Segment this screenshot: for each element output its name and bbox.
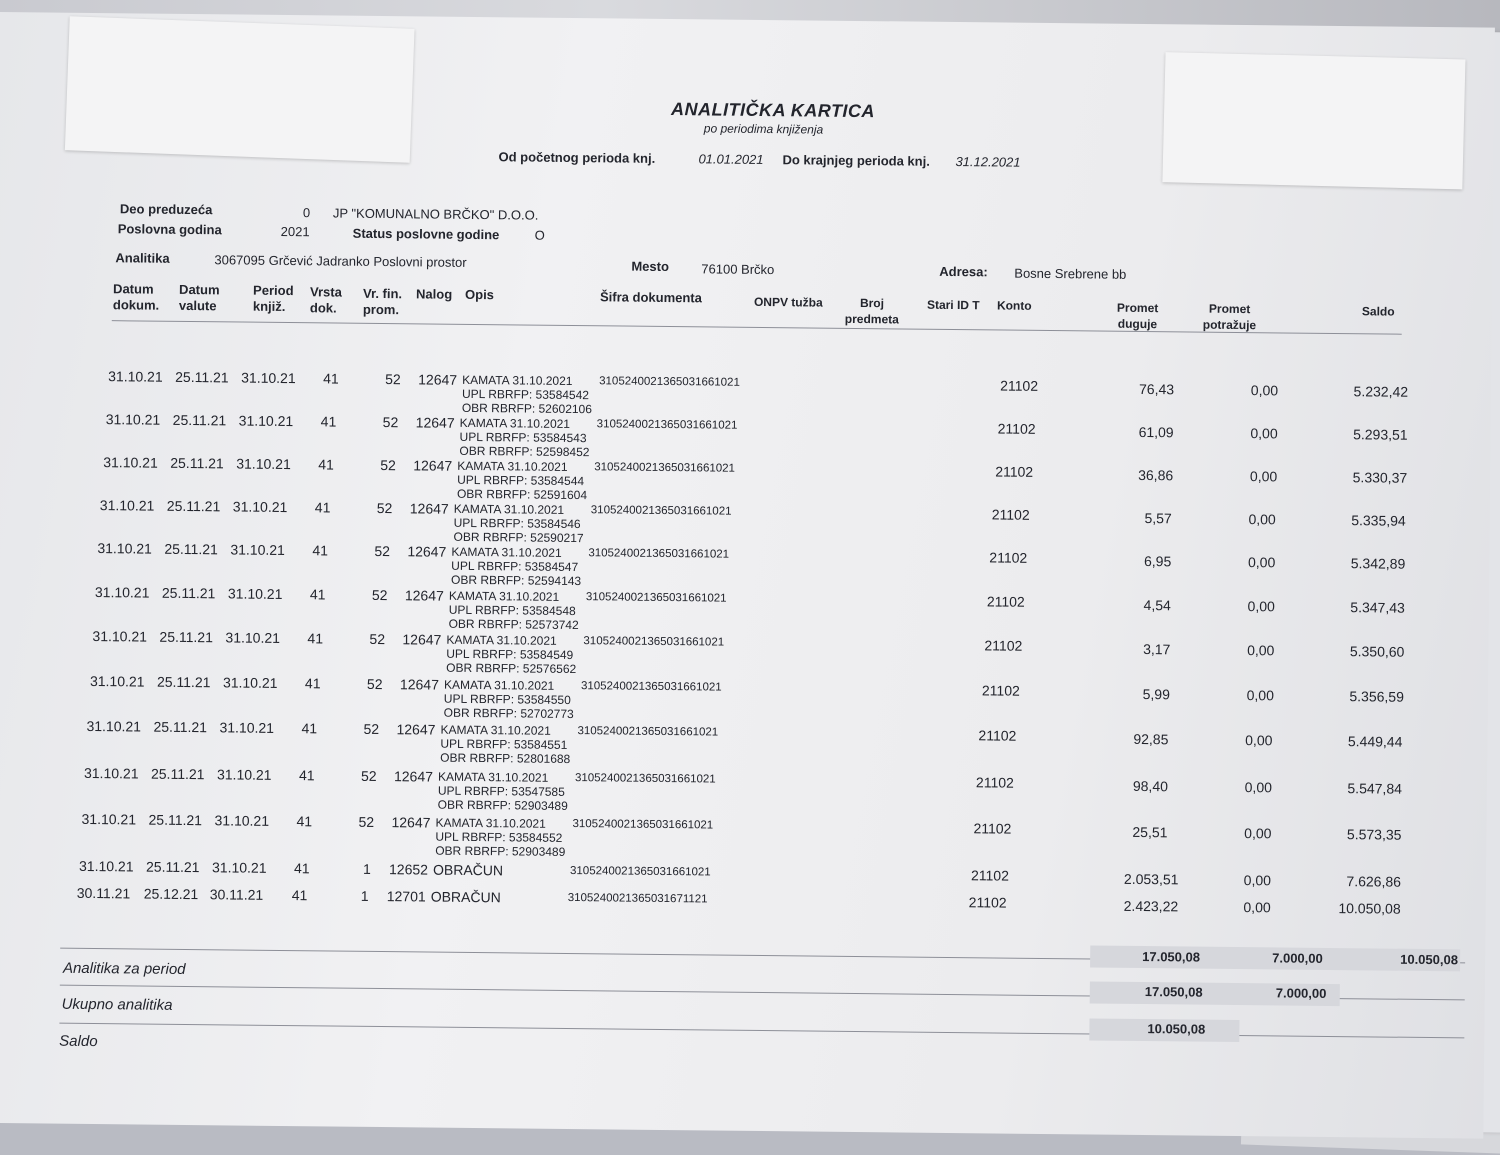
row-konto: 21102 (986, 593, 1025, 610)
row-period: 31.10.21 (238, 412, 294, 430)
row-konto: 21102 (975, 774, 1014, 791)
to-period-date: 31.12.2021 (955, 154, 1021, 170)
col-datum-dokum: Datum dokum. (112, 281, 160, 313)
row-vr-fin: 52 (363, 720, 380, 738)
row-opis-line: OBR RBRFP: 52576562 (446, 660, 577, 677)
row-saldo: 5.347,43 (1350, 599, 1405, 616)
row-konto: 21102 (973, 820, 1012, 837)
row-promet-potrazuje: 0,00 (1246, 687, 1274, 704)
row-nalog: 12647 (418, 371, 458, 388)
row-valuta: 25.12.21 (143, 885, 199, 903)
row-sifra: 3105240021365031661021 (583, 635, 725, 649)
row-vrsta: 41 (312, 542, 329, 559)
row-sifra: 3105240021365031661021 (594, 461, 736, 475)
row-sifra: 3105240021365031661021 (596, 418, 738, 432)
row-datum: 31.10.21 (103, 454, 158, 471)
row-nalog: 12647 (399, 676, 440, 693)
row-valuta: 25.11.21 (159, 628, 214, 646)
status-value: O (534, 227, 545, 243)
row-valuta: 25.11.21 (145, 858, 200, 876)
row-promet-potrazuje: 0,00 (1244, 779, 1273, 796)
ukupno-label: Ukupno analitika (61, 995, 173, 1014)
row-konto: 21102 (991, 506, 1030, 523)
row-valuta: 25.11.21 (164, 540, 218, 558)
company-name: JP "KOMUNALNO BRČKO" D.O.O. (332, 205, 539, 223)
row-opis-line: OBR RBRFP: 52702773 (443, 705, 574, 722)
row-saldo: 7.626,86 (1346, 873, 1402, 890)
row-period: 31.10.21 (219, 719, 275, 736)
row-promet-potrazuje: 0,00 (1247, 554, 1276, 571)
row-opis-line: UPL RBRFP: 53584542 (461, 386, 590, 403)
row-sifra: 3105240021365031661021 (577, 725, 719, 739)
row-promet-potrazuje: 0,00 (1243, 899, 1271, 916)
row-valuta: 25.11.21 (161, 584, 216, 602)
row-vrsta: 41 (296, 813, 313, 830)
row-opis-line: UPL RBRFP: 53584547 (451, 558, 579, 575)
row-vr-fin: 1 (362, 860, 371, 877)
row-opis-line: OBR RBRFP: 52598452 (459, 443, 590, 460)
col-stari-id: Stari ID T (926, 297, 980, 313)
col-onpv: ONPV tužba (753, 294, 823, 310)
row-opis (435, 816, 566, 859)
row-vrsta: 41 (301, 720, 318, 737)
row-promet-duguje: 4,54 (1143, 597, 1171, 614)
row-promet-duguje: 76,43 (1138, 380, 1175, 398)
row-opis (449, 589, 580, 632)
adresa-label: Adresa: (939, 263, 988, 280)
row-promet-potrazuje: 0,00 (1247, 642, 1275, 659)
row-vr-fin: 52 (371, 586, 388, 604)
analitika-value: 3067095 Grčević Jadranko Poslovni prostor (214, 252, 467, 270)
row-opis (438, 770, 569, 813)
period-total-label: Analitika za period (62, 959, 186, 978)
row-sifra: 3105240021365031661021 (590, 504, 732, 518)
row-nalog: 12647 (393, 768, 434, 785)
row-promet-duguje: 98,40 (1132, 777, 1169, 795)
row-nalog: 12647 (413, 457, 453, 474)
row-datum: 31.10.21 (92, 628, 148, 645)
row-valuta: 25.11.21 (172, 411, 227, 429)
row-vr-fin: 52 (382, 414, 399, 431)
row-promet-duguje: 92,85 (1133, 730, 1169, 748)
row-opis-line: KAMATA 31.10.2021 (443, 677, 555, 693)
row-opis-line: OBR RBRFP: 52573742 (448, 616, 579, 633)
row-opis (453, 502, 584, 545)
col-vrsta: Vrsta dok. (309, 284, 342, 316)
deo-value: 0 (302, 205, 311, 221)
period-saldo: 10.050,08 (1400, 951, 1459, 968)
row-period: 31.10.21 (211, 859, 267, 876)
row-valuta: 25.11.21 (166, 497, 221, 515)
row-opis-line: OBRAČUN (432, 861, 504, 879)
col-nalog: Nalog (415, 286, 453, 302)
row-period: 31.10.21 (232, 498, 288, 516)
row-opis-line: KAMATA 31.10.2021 (459, 415, 571, 431)
row-opis-line: KAMATA 31.10.2021 (451, 544, 562, 560)
row-sifra: 3105240021365031661021 (585, 591, 727, 605)
row-opis-line: OBR RBRFP: 52903489 (435, 843, 566, 859)
row-vr-fin: 52 (376, 499, 393, 517)
row-sifra: 3105240021365031661021 (572, 818, 714, 832)
row-datum: 30.11.21 (76, 884, 131, 902)
row-datum: 31.10.21 (108, 368, 163, 385)
row-saldo: 5.335,94 (1351, 512, 1406, 529)
document-page (0, 12, 1495, 1139)
row-promet-potrazuje: 0,00 (1248, 511, 1276, 528)
row-konto: 21102 (968, 894, 1007, 911)
row-opis-line: KAMATA 31.10.2021 (453, 501, 565, 517)
row-konto: 21102 (989, 549, 1028, 566)
row-valuta: 25.11.21 (156, 673, 211, 691)
row-saldo: 10.050,08 (1338, 900, 1401, 917)
saldo-value: 10.050,08 (1147, 1021, 1206, 1037)
row-opis (446, 633, 577, 676)
status-label: Status poslovne godine (352, 225, 500, 243)
row-opis-line: OBR RBRFP: 52591604 (456, 486, 588, 503)
row-datum: 31.10.21 (83, 764, 139, 782)
report-title: ANALITIČKA KARTICA (670, 99, 876, 122)
row-vr-fin: 52 (374, 542, 391, 560)
row-promet-potrazuje: 0,00 (1244, 825, 1272, 842)
ukupno-duguje: 17.050,08 (1144, 984, 1203, 1000)
row-opis-line: KAMATA 31.10.2021 (446, 632, 557, 648)
row-promet-potrazuje: 0,00 (1250, 425, 1278, 442)
row-vrsta: 41 (293, 860, 310, 877)
godina-value: 2021 (280, 223, 310, 240)
row-opis (440, 723, 571, 766)
row-opis-line: OBR RBRFP: 52602106 (461, 400, 593, 417)
row-vr-fin: 52 (358, 813, 375, 830)
row-sifra: 3105240021365031671121 (567, 891, 708, 906)
row-opis (451, 545, 582, 588)
row-vrsta: 41 (314, 499, 331, 516)
row-vr-fin: 52 (366, 675, 383, 693)
col-promet-potrazuje: Promet potražuje (1202, 301, 1257, 333)
row-sifra: 3105240021365031661021 (599, 375, 740, 389)
row-period: 31.10.21 (236, 455, 291, 473)
col-broj-predmeta: Broj predmeta (844, 296, 899, 327)
row-period: 31.10.21 (227, 585, 283, 602)
row-vrsta: 41 (318, 456, 334, 473)
row-period: 31.10.21 (230, 541, 285, 559)
row-promet-duguje: 5,99 (1142, 686, 1171, 703)
row-datum: 31.10.21 (99, 497, 155, 514)
row-period: 31.10.21 (241, 369, 296, 387)
row-saldo: 5.573,35 (1346, 826, 1402, 843)
row-opis-line: UPL RBRFP: 53584543 (459, 429, 587, 446)
row-vrsta: 41 (309, 586, 326, 603)
row-saldo: 5.350,60 (1349, 643, 1405, 660)
row-konto: 21102 (1000, 377, 1039, 394)
adresa-value: Bosne Srebrene bb (1014, 265, 1127, 282)
from-period-label: Od početnog perioda knj. (498, 149, 656, 166)
row-vr-fin: 1 (360, 887, 369, 904)
row-promet-duguje: 6,95 (1143, 553, 1172, 570)
row-opis (462, 373, 593, 416)
row-opis (431, 890, 501, 905)
row-opis-line: UPL RBRFP: 53584549 (446, 646, 574, 663)
row-opis-line: OBRAČUN (430, 888, 501, 906)
col-sifra: Šifra dokumenta (599, 289, 702, 306)
row-opis-line: OBR RBRFP: 52903489 (437, 797, 568, 813)
row-datum: 31.10.21 (86, 717, 142, 735)
row-nalog: 12647 (409, 500, 449, 517)
row-nalog: 12701 (386, 888, 426, 905)
col-vr-fin: Vr. fin. prom. (362, 285, 403, 318)
row-opis-line: KAMATA 31.10.2021 (437, 769, 549, 785)
mesto-label: Mesto (631, 258, 670, 275)
row-datum: 31.10.21 (105, 411, 161, 428)
row-promet-duguje: 5,57 (1144, 510, 1172, 527)
sticky-note (1162, 52, 1465, 189)
period-duguje: 17.050,08 (1142, 949, 1201, 965)
row-promet-duguje: 2.423,22 (1123, 897, 1179, 915)
ukupno-potrazuje: 7.000,00 (1275, 985, 1327, 1001)
row-nalog: 12647 (391, 814, 431, 831)
row-sifra: 3105240021365031661021 (580, 680, 722, 694)
row-opis-line: OBR RBRFP: 52590217 (453, 529, 584, 546)
row-period: 31.10.21 (225, 629, 281, 646)
row-konto: 21102 (970, 867, 1010, 884)
col-period: Period knjiž. (252, 282, 294, 315)
row-period: 30.11.21 (209, 886, 264, 903)
period-potrazuje: 7.000,00 (1272, 950, 1323, 966)
row-opis-line: UPL RBRFP: 53584544 (457, 472, 585, 489)
row-sifra: 3105240021365031661021 (574, 772, 716, 786)
row-vrsta: 41 (320, 413, 337, 430)
row-saldo: 5.342,89 (1350, 555, 1406, 572)
row-vrsta: 41 (323, 370, 339, 387)
row-konto: 21102 (981, 682, 1020, 699)
row-datum: 31.10.21 (78, 857, 134, 875)
col-opis: Opis (464, 286, 495, 303)
row-valuta: 25.11.21 (150, 765, 205, 783)
row-vr-fin: 52 (385, 371, 401, 388)
row-opis-line: UPL RBRFP: 53584548 (448, 602, 576, 619)
row-promet-duguje: 61,09 (1138, 423, 1174, 441)
row-opis-line: KAMATA 31.10.2021 (462, 372, 573, 389)
to-period-label: Do krajnjeg perioda knj. (782, 152, 930, 169)
row-period: 31.10.21 (216, 766, 272, 783)
summary-divider (59, 1023, 1464, 1039)
row-valuta: 25.11.21 (175, 368, 229, 386)
row-nalog: 12647 (396, 721, 436, 738)
row-saldo: 5.449,44 (1347, 733, 1403, 750)
row-saldo: 5.293,51 (1353, 426, 1408, 443)
row-opis-line: KAMATA 31.10.2021 (440, 722, 551, 738)
row-opis-line: UPL RBRFP: 53584546 (453, 515, 581, 532)
row-promet-duguje: 36,86 (1138, 466, 1174, 484)
row-vrsta: 41 (298, 767, 315, 784)
col-promet-duguje: Promet duguje (1116, 300, 1159, 332)
row-nalog: 12647 (402, 631, 442, 648)
row-promet-duguje: 3,17 (1143, 641, 1171, 658)
row-vr-fin: 52 (360, 767, 377, 784)
from-period-date: 01.01.2021 (698, 151, 764, 168)
row-vr-fin: 52 (380, 457, 396, 474)
row-saldo: 5.232,42 (1353, 383, 1409, 400)
row-konto: 21102 (978, 727, 1017, 744)
row-saldo: 5.330,37 (1352, 469, 1408, 486)
row-vr-fin: 52 (369, 630, 386, 648)
row-sifra: 3105240021365031661021 (588, 547, 730, 561)
mesto-value: 76100 Brčko (701, 261, 775, 278)
row-valuta: 25.11.21 (148, 811, 203, 829)
col-konto: Konto (996, 298, 1032, 313)
row-konto: 21102 (984, 637, 1023, 654)
row-datum: 31.10.21 (97, 540, 152, 557)
row-vrsta: 41 (291, 887, 308, 904)
row-period: 31.10.21 (214, 812, 270, 829)
row-opis-line: UPL RBRFP: 53584550 (443, 691, 571, 708)
row-promet-potrazuje: 0,00 (1249, 468, 1278, 485)
row-vrsta: 41 (304, 675, 321, 692)
row-promet-duguje: 2.053,51 (1123, 870, 1179, 888)
row-datum: 31.10.21 (89, 672, 145, 690)
col-saldo: Saldo (1361, 304, 1395, 319)
row-opis-line: KAMATA 31.10.2021 (435, 815, 546, 831)
deo-label: Deo preduzeća (119, 201, 213, 218)
row-promet-duguje: 25,51 (1132, 823, 1168, 841)
row-saldo: 5.356,59 (1349, 688, 1404, 705)
row-opis-line: KAMATA 31.10.2021 (457, 458, 568, 474)
row-promet-potrazuje: 0,00 (1243, 872, 1272, 889)
row-nalog: 12652 (388, 861, 429, 878)
row-opis (459, 416, 590, 459)
row-nalog: 12647 (415, 414, 455, 431)
row-valuta: 25.11.21 (170, 454, 224, 472)
row-opis-line: KAMATA 31.10.2021 (448, 588, 560, 604)
row-opis (457, 459, 588, 502)
row-promet-potrazuje: 0,00 (1247, 598, 1275, 615)
row-datum: 31.10.21 (81, 810, 137, 828)
row-promet-potrazuje: 0,00 (1250, 382, 1279, 399)
row-sifra: 3105240021365031661021 (569, 865, 711, 879)
row-opis-line: UPL RBRFP: 53584552 (435, 829, 563, 845)
col-datum-valute: Datum valute (178, 281, 220, 314)
row-nalog: 12647 (407, 543, 447, 560)
row-konto: 21102 (995, 463, 1034, 480)
row-saldo: 5.547,84 (1347, 780, 1403, 797)
row-vrsta: 41 (307, 630, 324, 647)
row-konto: 21102 (997, 420, 1036, 437)
row-opis-line: UPL RBRFP: 53584551 (440, 736, 568, 752)
row-opis-line: UPL RBRFP: 53547585 (437, 783, 565, 799)
row-opis (433, 863, 503, 878)
row-opis (444, 678, 575, 721)
row-opis-line: OBR RBRFP: 52594143 (451, 572, 582, 589)
row-promet-potrazuje: 0,00 (1245, 732, 1273, 749)
row-datum: 31.10.21 (94, 584, 150, 601)
godina-label: Poslovna godina (117, 221, 222, 238)
sticky-note (65, 16, 415, 163)
saldo-label: Saldo (59, 1032, 98, 1051)
row-opis-line: OBR RBRFP: 52801688 (440, 750, 571, 767)
row-period: 31.10.21 (222, 674, 278, 691)
row-nalog: 12647 (404, 587, 444, 604)
analitika-label: Analitika (115, 250, 170, 266)
report-subtitle: po periodima knjiženja (703, 121, 824, 137)
row-valuta: 25.11.21 (153, 718, 208, 736)
